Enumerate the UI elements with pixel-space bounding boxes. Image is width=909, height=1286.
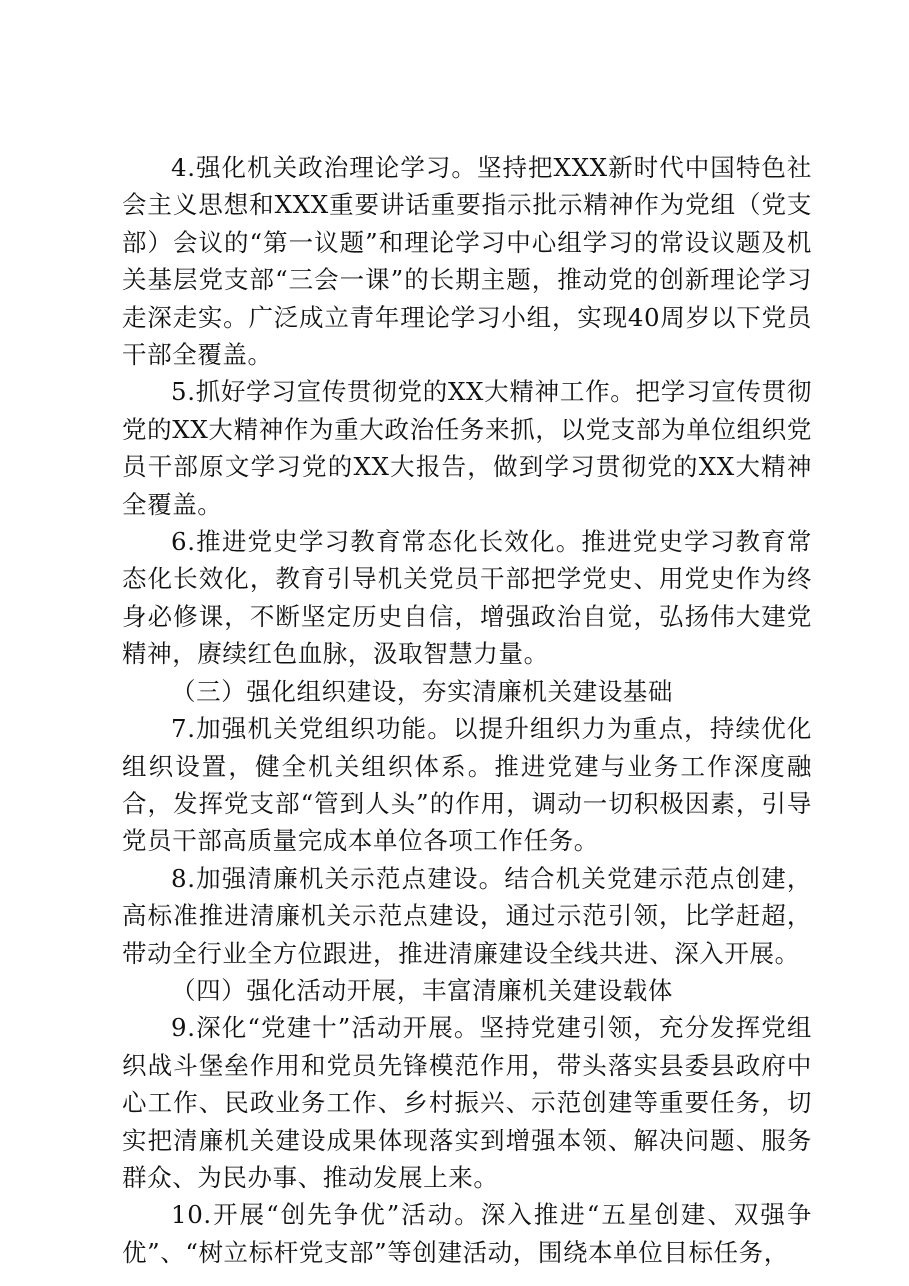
paragraph-10: 10.开展“创先争优”活动。深入推进“五星创建、双强争优”、“树立标杆党支部”等创建活动，围绕本单位目标任务， <box>122 1200 812 1267</box>
document-body <box>122 149 812 1271</box>
paragraph-4: 4.强化机关政治理论学习。坚持把XXX新时代中国特色社会主义思想和XXX重要讲话重要指示批示精神作为党组（党支部）会议的“第一议题”和理论学习中心组学习的常设议题及机关基层党支部“三会一课”的长期主题，推动党的创新理论学习走深走实。广泛成立青年理论学习小组，实现40周岁以下党员干部全覆盖。 <box>122 153 812 370</box>
section-heading-3: （三）强化组织建设，夯实清廉机关建设基础 <box>171 676 673 706</box>
paragraph-7: 7.加强机关党组织功能。以提升组织力为重点，持续优化组织设置，健全机关组织体系。推进党建与业务工作深度融合，发挥党支部“管到人头”的作用，调动一切积极因素，引导党员干部高质量完成本单位各项工作任务。 <box>122 714 812 856</box>
paragraph-6: 6.推进党史学习教育常态化长效化。推进党史学习教育常态化长效化，教育引导机关党员干部把学党史、用党史作为终身必修课，不断坚定历史自信，增强政治自觉，弘扬伟大建党精神，赓续红色血脉，汲取智慧力量。 <box>122 527 812 669</box>
paragraph-5: 5.抓好学习宣传贯彻党的XX大精神工作。把学习宣传贯彻党的XX大精神作为重大政治任务来抓，以党支部为单位组织党员干部原文学习党的XX大报告，做到学习贯彻党的XX大精神全覆盖。 <box>122 377 812 519</box>
paragraph-9: 9.深化“党建十”活动开展。坚持党建引领，充分发挥党组织战斗堡垒作用和党员先锋模范作用，带头落实县委县政府中心工作、民政业务工作、乡村振兴、示范创建等重要任务，切实把清廉机关建设成果体现落实到增强本领、解决问题、服务群众、为民办事、推动发展上来。 <box>122 1013 812 1192</box>
paragraph-8: 8.加强清廉机关示范点建设。结合机关党建示范点创建，高标准推进清廉机关示范点建设，通过示范引领，比学赶超，带动全行业全方位跟进，推进清廉建设全线共进、深入开展。 <box>122 863 812 968</box>
section-heading-4: （四）强化活动开展，丰富清廉机关建设载体 <box>171 975 673 1005</box>
